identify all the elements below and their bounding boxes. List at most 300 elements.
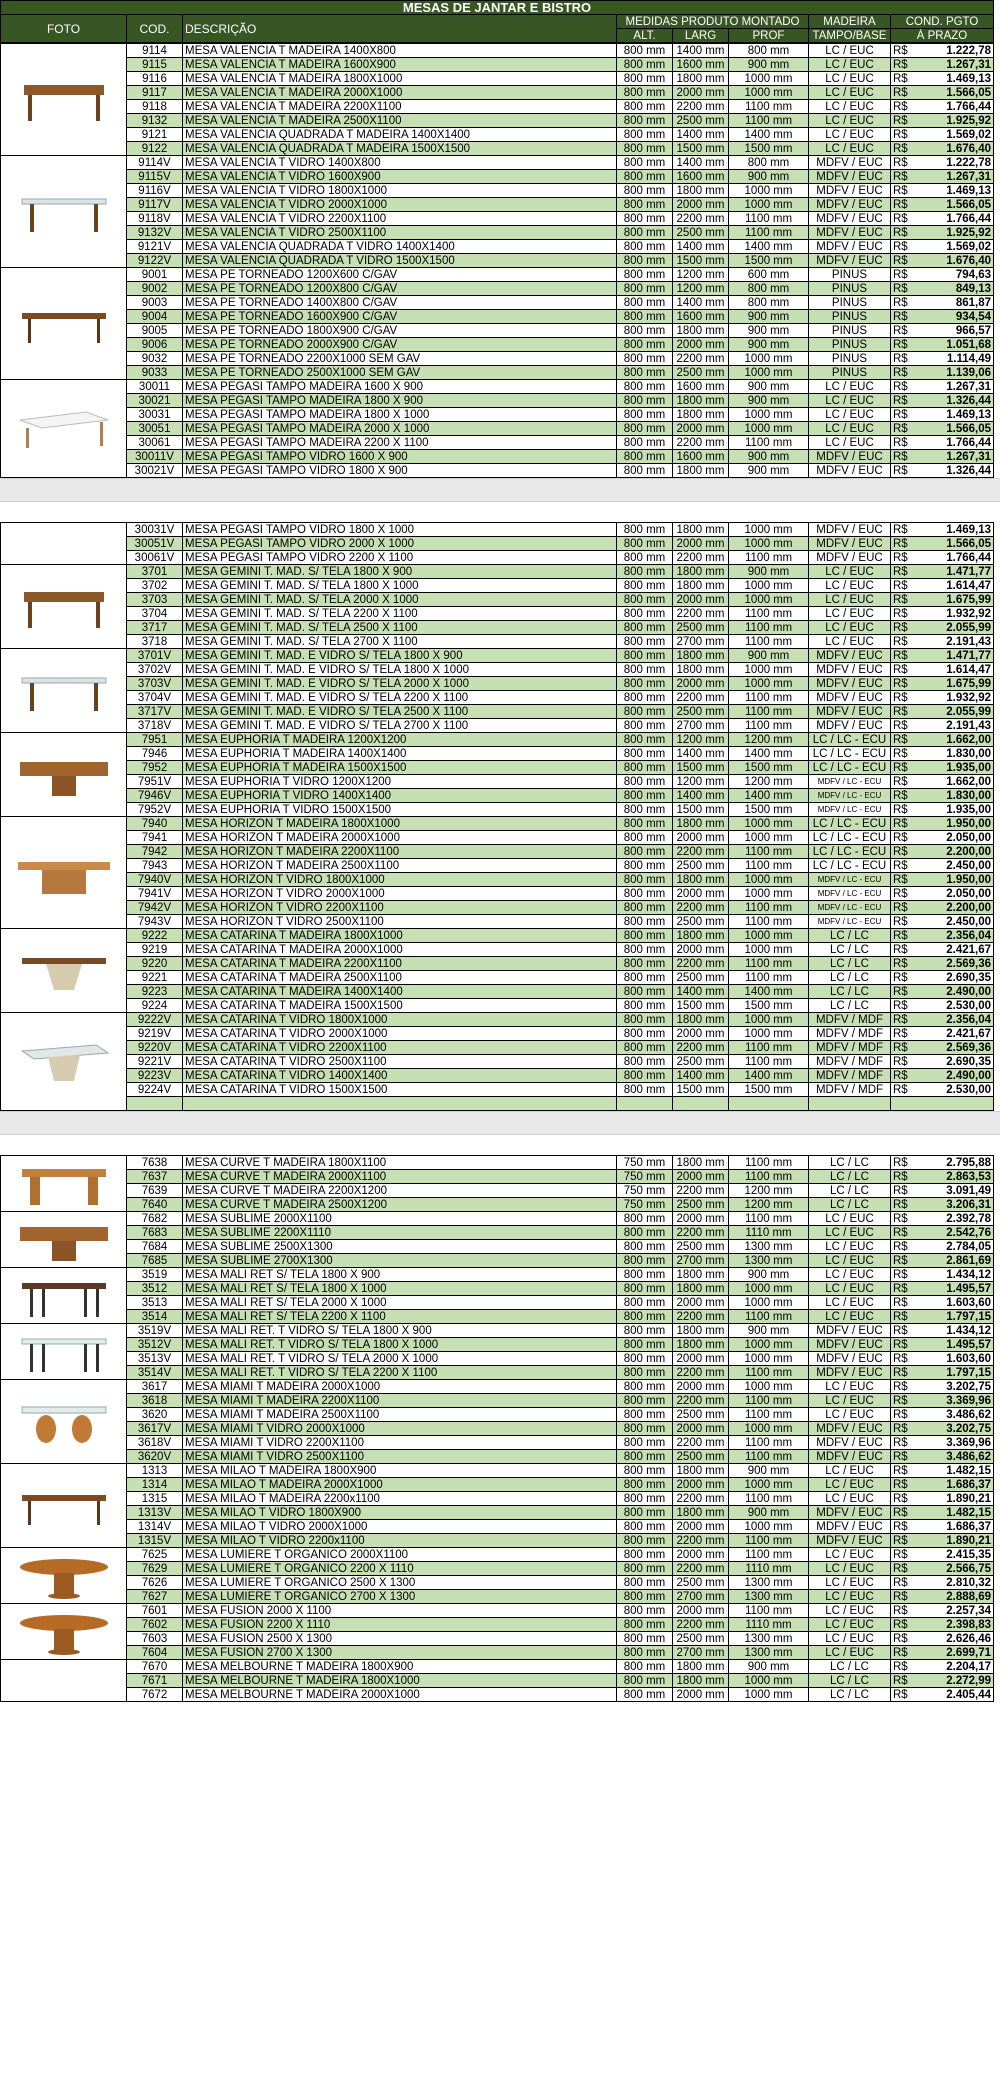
product-code: 7942V: [127, 901, 183, 915]
width-value: 1800 mm: [673, 1674, 729, 1688]
table-row: [1, 621, 994, 635]
currency-symbol: R$: [893, 1352, 908, 1365]
product-photo: [1, 1660, 127, 1702]
currency-symbol: R$: [893, 1618, 908, 1631]
table-row: [1, 775, 994, 789]
table-row: [1, 1688, 994, 1702]
depth-value: 1200 mm: [729, 1184, 809, 1198]
price-value: 1.676,40: [946, 254, 991, 267]
currency-symbol: R$: [893, 1674, 908, 1687]
product-code: 9006: [127, 338, 183, 352]
price-cell: [891, 1660, 994, 1674]
price-value: 2.450,00: [946, 859, 991, 872]
depth-value: 1100 mm: [729, 1394, 809, 1408]
currency-symbol: R$: [893, 86, 908, 99]
height-value: 800 mm: [617, 380, 673, 394]
product-code: 9117V: [127, 198, 183, 212]
currency-symbol: R$: [893, 198, 908, 211]
currency-symbol: R$: [893, 691, 908, 704]
height-value: 800 mm: [617, 1478, 673, 1492]
table-row: [1, 1055, 994, 1069]
price-value: 2.888,69: [946, 1590, 991, 1603]
product-description: MESA CATARINA T MADEIRA 1800X1000: [183, 929, 617, 943]
width-value: 1400 mm: [673, 44, 729, 58]
glass-table-icon: [16, 668, 112, 714]
product-code: 3704: [127, 607, 183, 621]
material-value: LC / EUC: [809, 114, 891, 128]
table-row: [1, 1632, 994, 1646]
width-value: 2700 mm: [673, 1590, 729, 1604]
price-value: 2.810,32: [946, 1576, 991, 1589]
material-value: LC / EUC: [809, 1548, 891, 1562]
price-cell: [891, 58, 994, 72]
price-value: 1.471,77: [946, 565, 991, 578]
currency-symbol: R$: [893, 1590, 908, 1603]
currency-symbol: R$: [893, 1055, 908, 1068]
product-photo: [1, 929, 127, 1013]
depth-value: 1400 mm: [729, 128, 809, 142]
table-row: [1, 1450, 994, 1464]
material-value: MDFV / EUC: [809, 649, 891, 663]
product-code: 3513V: [127, 1352, 183, 1366]
price-value: 1.267,31: [946, 380, 991, 393]
price-value: 2.795,88: [946, 1156, 991, 1169]
product-code: 9118V: [127, 212, 183, 226]
width-value: 2200 mm: [673, 436, 729, 450]
product-code: 30011: [127, 380, 183, 394]
material-value: MDFV / EUC: [809, 719, 891, 733]
product-description: MESA VALENCIA T VIDRO 2000X1000: [183, 198, 617, 212]
currency-symbol: R$: [893, 408, 908, 421]
material-value: LC / EUC: [809, 1282, 891, 1296]
price-value: 2.050,00: [946, 831, 991, 844]
height-value: 800 mm: [617, 565, 673, 579]
price-value: 2.530,00: [946, 999, 991, 1012]
product-code: 7943V: [127, 915, 183, 929]
product-description: MESA SUBLIME 2200X1110: [183, 1226, 617, 1240]
height-value: 800 mm: [617, 691, 673, 705]
currency-symbol: R$: [893, 985, 908, 998]
product-description: MESA GEMINI T. MAD. S/ TELA 2200 X 1100: [183, 607, 617, 621]
price-value: 1.766,44: [946, 551, 991, 564]
material-value: MDFV / EUC: [809, 1422, 891, 1436]
price-cell: [891, 1506, 994, 1520]
product-description: MESA CATARINA T VIDRO 1500X1500: [183, 1083, 617, 1097]
width-value: 2200 mm: [673, 212, 729, 226]
depth-value: 1110 mm: [729, 1226, 809, 1240]
price-value: 3.202,75: [946, 1380, 991, 1393]
price-value: 2.530,00: [946, 1083, 991, 1096]
product-description: MESA EUPHORIA T VIDRO 1400X1400: [183, 789, 617, 803]
material-value: LC / EUC: [809, 394, 891, 408]
table-row: [1, 915, 994, 929]
table-row: [1, 719, 994, 733]
width-value: 1500 mm: [673, 999, 729, 1013]
product-code: 7602: [127, 1618, 183, 1632]
depth-value: 1100 mm: [729, 1156, 809, 1170]
price-cell: [891, 198, 994, 212]
material-value: LC / EUC: [809, 128, 891, 142]
width-value: 2500 mm: [673, 1576, 729, 1590]
depth-value: 1000 mm: [729, 1520, 809, 1534]
currency-symbol: R$: [893, 943, 908, 956]
height-value: 800 mm: [617, 72, 673, 86]
product-description: MESA VALENCIA T VIDRO 2200X1100: [183, 212, 617, 226]
price-cell: [891, 705, 994, 719]
product-description: MESA MILAO T MADEIRA 2000X1000: [183, 1478, 617, 1492]
material-value: LC / EUC: [809, 408, 891, 422]
table-row: [1, 1254, 994, 1268]
price-value: 3.202,75: [946, 1422, 991, 1435]
material-value: LC / EUC: [809, 1492, 891, 1506]
price-value: 2.356,04: [946, 1013, 991, 1026]
width-value: 2200 mm: [673, 1041, 729, 1055]
height-value: 800 mm: [617, 366, 673, 380]
price-value: 934,54: [955, 310, 991, 323]
product-description: MESA HORIZON T MADEIRA 2000X1000: [183, 831, 617, 845]
product-description: MESA GEMINI T. MAD. E VIDRO S/ TELA 2000 X 1000: [183, 677, 617, 691]
height-value: 800 mm: [617, 579, 673, 593]
depth-value: 1000 mm: [729, 408, 809, 422]
currency-symbol: R$: [893, 579, 908, 592]
currency-symbol: R$: [893, 226, 908, 239]
price-cell: [891, 72, 994, 86]
height-value: 800 mm: [617, 1688, 673, 1702]
product-code: 7604: [127, 1646, 183, 1660]
price-cell: [891, 226, 994, 240]
height-value: 800 mm: [617, 1310, 673, 1324]
currency-symbol: R$: [893, 268, 908, 281]
width-value: 2200 mm: [673, 1436, 729, 1450]
product-description: MESA MIAMI T MADEIRA 2200X1100: [183, 1394, 617, 1408]
table-row: [1, 450, 994, 464]
height-value: 800 mm: [617, 1660, 673, 1674]
material-value: LC / EUC: [809, 1310, 891, 1324]
price-value: 1.676,40: [946, 142, 991, 155]
currency-symbol: R$: [893, 100, 908, 113]
price-value: 2.569,36: [946, 1041, 991, 1054]
product-code: 30031: [127, 408, 183, 422]
height-value: 800 mm: [617, 1464, 673, 1478]
depth-value: 1400 mm: [729, 1069, 809, 1083]
width-value: 2700 mm: [673, 1254, 729, 1268]
product-description: MESA PEGASI TAMPO MADEIRA 1800 X 900: [183, 394, 617, 408]
material-value: LC / LC: [809, 999, 891, 1013]
height-value: 800 mm: [617, 621, 673, 635]
product-code: 3703V: [127, 677, 183, 691]
table-row: [1, 537, 994, 551]
width-value: 2200 mm: [673, 901, 729, 915]
table-row: [1, 985, 994, 999]
table-row: [1, 1282, 994, 1296]
height-value: 800 mm: [617, 170, 673, 184]
product-code: 9121: [127, 128, 183, 142]
currency-symbol: R$: [893, 1576, 908, 1589]
width-value: 2200 mm: [673, 1492, 729, 1506]
width-value: 2000 mm: [673, 887, 729, 901]
height-value: 750 mm: [617, 1156, 673, 1170]
depth-value: 1000 mm: [729, 366, 809, 380]
price-value: 794,63: [955, 268, 991, 281]
product-code: 7951: [127, 733, 183, 747]
depth-value: 1500 mm: [729, 1083, 809, 1097]
price-cell: [891, 635, 994, 649]
table-row: [1, 268, 994, 282]
table-row: [1, 1646, 994, 1660]
product-code: 3617V: [127, 1422, 183, 1436]
width-value: 1800 mm: [673, 1324, 729, 1338]
price-cell: [891, 338, 994, 352]
material-value: LC / LC: [809, 1184, 891, 1198]
material-value: LC / LC: [809, 957, 891, 971]
product-code: 3701V: [127, 649, 183, 663]
price-value: 2.055,99: [946, 621, 991, 634]
width-value: 2000 mm: [673, 1352, 729, 1366]
height-value: 800 mm: [617, 1618, 673, 1632]
currency-symbol: R$: [893, 240, 908, 253]
material-value: LC / LC - ECU: [809, 817, 891, 831]
width-value: 2200 mm: [673, 1618, 729, 1632]
product-description: MESA EUPHORIA T MADEIRA 1200X1200: [183, 733, 617, 747]
product-description: MESA MALI RET. T VIDRO S/ TELA 2000 X 1000: [183, 1352, 617, 1366]
price-value: 2.200,00: [946, 901, 991, 914]
table-row: [1, 705, 994, 719]
product-description: MESA SUBLIME 2000X1100: [183, 1212, 617, 1226]
table-row: [1, 999, 994, 1013]
table-row: [1, 1198, 994, 1212]
currency-symbol: R$: [893, 1170, 908, 1183]
product-code: 9118: [127, 100, 183, 114]
depth-value: 1000 mm: [729, 831, 809, 845]
product-description: MESA MILAO T VIDRO 1800X900: [183, 1506, 617, 1520]
product-description: MESA PEGASI TAMPO MADEIRA 1600 X 900: [183, 380, 617, 394]
product-code: 3519V: [127, 1324, 183, 1338]
price-cell: [891, 1198, 994, 1212]
product-description: MESA GEMINI T. MAD. E VIDRO S/ TELA 1800 X 1000: [183, 663, 617, 677]
product-description: MESA VALENCIA T MADEIRA 2000X1000: [183, 86, 617, 100]
product-description: MESA HORIZON T MADEIRA 2500X1100: [183, 859, 617, 873]
height-value: 800 mm: [617, 1041, 673, 1055]
currency-symbol: R$: [893, 170, 908, 183]
price-cell: [891, 1055, 994, 1069]
material-value: LC / EUC: [809, 1632, 891, 1646]
currency-symbol: R$: [893, 551, 908, 564]
height-value: 800 mm: [617, 915, 673, 929]
width-value: 1400 mm: [673, 296, 729, 310]
currency-symbol: R$: [893, 436, 908, 449]
depth-value: 1100 mm: [729, 212, 809, 226]
product-description: MESA LUMIERE T ORGANICO 2000X1100: [183, 1548, 617, 1562]
product-code: 7952V: [127, 803, 183, 817]
price-value: 1.434,12: [946, 1324, 991, 1337]
price-value: 1.662,00: [946, 775, 991, 788]
depth-value: 1400 mm: [729, 789, 809, 803]
depth-value: 1200 mm: [729, 1198, 809, 1212]
product-description: MESA HORIZON T VIDRO 2200X1100: [183, 901, 617, 915]
product-code: 7603: [127, 1632, 183, 1646]
price-cell: [891, 1450, 994, 1464]
product-code: 9223V: [127, 1069, 183, 1083]
currency-symbol: R$: [893, 817, 908, 830]
price-value: 2.699,71: [946, 1646, 991, 1659]
table-row: [1, 1492, 994, 1506]
material-value: LC / EUC: [809, 1296, 891, 1310]
depth-value: 1100 mm: [729, 226, 809, 240]
pages: [0, 43, 1000, 1702]
width-value: 2200 mm: [673, 1394, 729, 1408]
currency-symbol: R$: [893, 761, 908, 774]
material-value: PINUS: [809, 352, 891, 366]
price-cell: [891, 1013, 994, 1027]
currency-symbol: R$: [893, 1013, 908, 1026]
table-row: [1, 240, 994, 254]
width-value: 2500 mm: [673, 1632, 729, 1646]
product-description: MESA VALENCIA T MADEIRA 2200X1100: [183, 100, 617, 114]
product-description: MESA GEMINI T. MAD. S/ TELA 2700 X 1100: [183, 635, 617, 649]
price-cell: [891, 887, 994, 901]
product-description: MESA EUPHORIA T VIDRO 1200X1200: [183, 775, 617, 789]
depth-value: 1100 mm: [729, 1492, 809, 1506]
height-value: 800 mm: [617, 845, 673, 859]
material-value: MDFV / LC - ECU: [809, 789, 891, 803]
price-cell: [891, 929, 994, 943]
product-code: 9003: [127, 296, 183, 310]
height-value: 800 mm: [617, 1254, 673, 1268]
price-cell: [891, 747, 994, 761]
table-row: [1, 324, 994, 338]
depth-value: 1100 mm: [729, 705, 809, 719]
price-value: 1.932,92: [946, 607, 991, 620]
material-value: LC / EUC: [809, 142, 891, 156]
currency-symbol: R$: [893, 1212, 908, 1225]
product-code: 7946V: [127, 789, 183, 803]
currency-symbol: R$: [893, 1548, 908, 1561]
table-row: [1, 1310, 994, 1324]
depth-value: 1100 mm: [729, 1170, 809, 1184]
price-value: 2.356,04: [946, 929, 991, 942]
width-value: 2200 mm: [673, 1562, 729, 1576]
depth-value: 900 mm: [729, 58, 809, 72]
price-cell: [891, 873, 994, 887]
price-value: 1.569,02: [946, 128, 991, 141]
material-value: PINUS: [809, 310, 891, 324]
price-cell: [891, 184, 994, 198]
price-cell: [891, 1632, 994, 1646]
material-value: MDFV / EUC: [809, 212, 891, 226]
depth-value: 1000 mm: [729, 1027, 809, 1041]
material-value: MDFV / LC - ECU: [809, 887, 891, 901]
product-description: MESA MIAMI T MADEIRA 2500X1100: [183, 1408, 617, 1422]
currency-symbol: R$: [893, 1450, 908, 1463]
material-value: MDFV / EUC: [809, 450, 891, 464]
table-row: [1, 1520, 994, 1534]
material-value: LC / EUC: [809, 621, 891, 635]
price-cell: [891, 1618, 994, 1632]
height-value: 800 mm: [617, 184, 673, 198]
depth-value: 800 mm: [729, 156, 809, 170]
table-row: [1, 380, 994, 394]
depth-value: 1200 mm: [729, 733, 809, 747]
width-value: 1400 mm: [673, 1069, 729, 1083]
product-description: MESA MELBOURNE T MADEIRA 1800X1000: [183, 1674, 617, 1688]
price-value: 1.797,15: [946, 1310, 991, 1323]
price-cell: [891, 789, 994, 803]
table-row: [1, 282, 994, 296]
height-value: 750 mm: [617, 1198, 673, 1212]
depth-value: 1100 mm: [729, 971, 809, 985]
depth-value: 1500 mm: [729, 999, 809, 1013]
depth-value: 1000 mm: [729, 1478, 809, 1492]
currency-symbol: R$: [893, 789, 908, 802]
width-value: 2500 mm: [673, 1408, 729, 1422]
width-value: 2500 mm: [673, 1198, 729, 1212]
product-description: MESA VALENCIA QUADRADA T MADEIRA 1500X1500: [183, 142, 617, 156]
currency-symbol: R$: [893, 324, 908, 337]
material-value: MDFV / EUC: [809, 1506, 891, 1520]
currency-symbol: R$: [893, 859, 908, 872]
product-photo: [1, 1268, 127, 1324]
product-description: MESA MALI RET S/ TELA 2000 X 1000: [183, 1296, 617, 1310]
price-value: 1.222,78: [946, 44, 991, 57]
product-description: MESA EUPHORIA T MADEIRA 1500X1500: [183, 761, 617, 775]
price-cell: [891, 366, 994, 380]
price-cell: [891, 268, 994, 282]
depth-value: 600 mm: [729, 268, 809, 282]
width-value: 2000 mm: [673, 86, 729, 100]
table-row: [1, 1618, 994, 1632]
price-cell: [891, 1268, 994, 1282]
material-value: LC / EUC: [809, 72, 891, 86]
height-value: 800 mm: [617, 1055, 673, 1069]
product-description: MESA MILAO T MADEIRA 1800X900: [183, 1464, 617, 1478]
depth-value: 900 mm: [729, 464, 809, 478]
height-value: 800 mm: [617, 551, 673, 565]
price-value: 1.686,37: [946, 1520, 991, 1533]
height-value: 800 mm: [617, 1534, 673, 1548]
width-value: 1800 mm: [673, 464, 729, 478]
currency-symbol: R$: [893, 310, 908, 323]
product-code: 9116V: [127, 184, 183, 198]
width-value: 2500 mm: [673, 1450, 729, 1464]
product-code: 7671: [127, 1674, 183, 1688]
col-larg: LARG: [673, 29, 729, 43]
product-photo: [1, 1013, 127, 1111]
height-value: 800 mm: [617, 394, 673, 408]
currency-symbol: R$: [893, 663, 908, 676]
currency-symbol: R$: [893, 1324, 908, 1337]
price-value: 1.114,49: [946, 352, 991, 365]
currency-symbol: R$: [893, 142, 908, 155]
product-code: 7946: [127, 747, 183, 761]
price-cell: [891, 1170, 994, 1184]
product-description: MESA LUMIERE T ORGANICO 2500 X 1300: [183, 1576, 617, 1590]
height-value: 800 mm: [617, 1492, 673, 1506]
depth-value: 1100 mm: [729, 1408, 809, 1422]
product-code: 30021: [127, 394, 183, 408]
height-value: 800 mm: [617, 422, 673, 436]
product-description: MESA MALI RET S/ TELA 2200 X 1100: [183, 1310, 617, 1324]
price-cell: [891, 579, 994, 593]
currency-symbol: R$: [893, 957, 908, 970]
price-value: 1.139,06: [946, 366, 991, 379]
width-value: 1400 mm: [673, 240, 729, 254]
width-value: 2000 mm: [673, 943, 729, 957]
material-value: LC / EUC: [809, 1394, 891, 1408]
price-cell: [891, 436, 994, 450]
depth-value: 800 mm: [729, 282, 809, 296]
price-cell: [891, 1156, 994, 1170]
product-description: MESA FUSION 2000 X 1100: [183, 1604, 617, 1618]
